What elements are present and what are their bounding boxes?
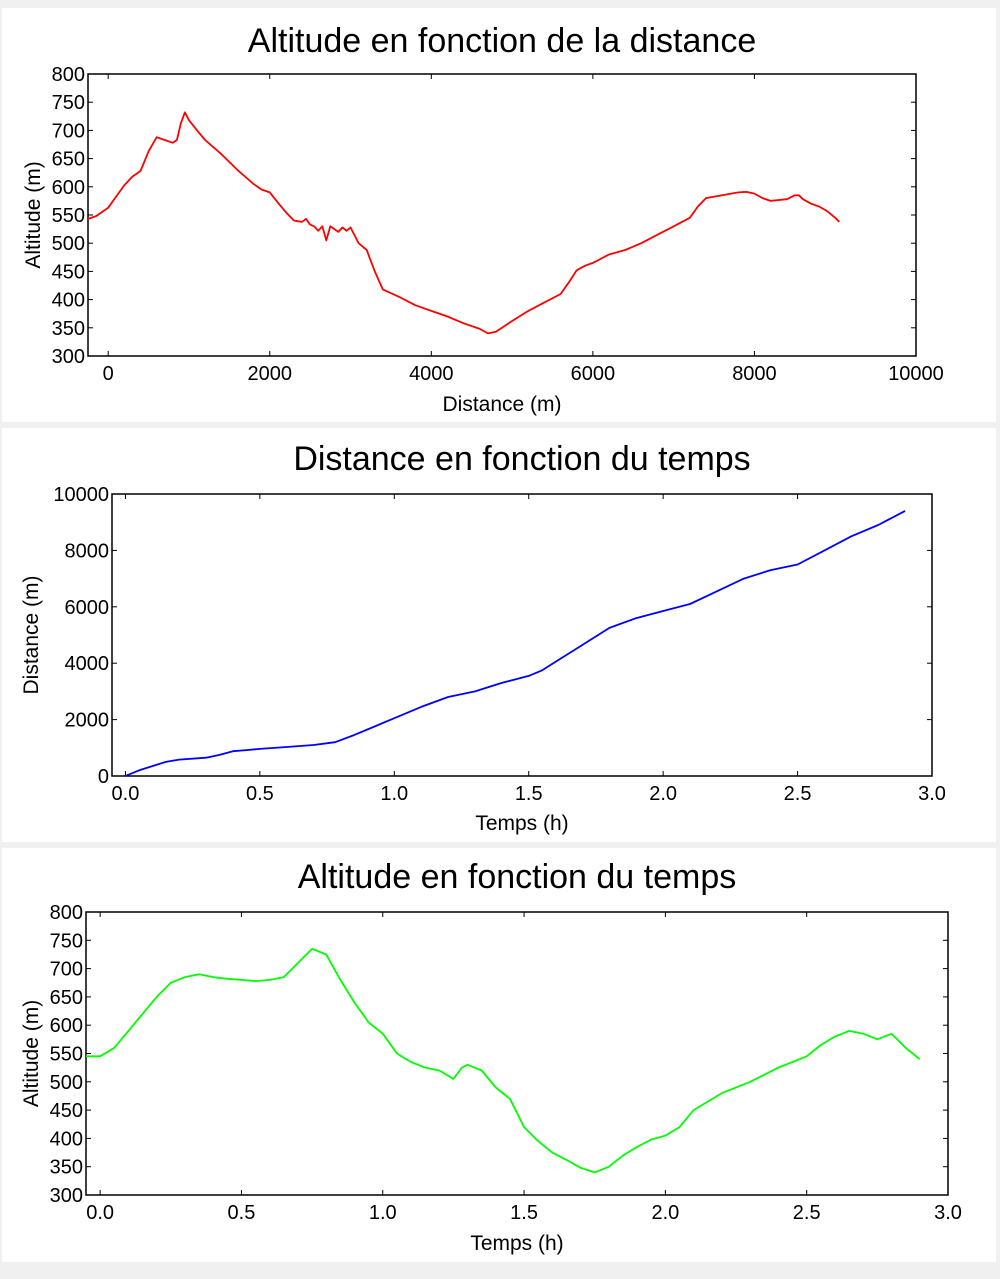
x-tick-label: 0.0: [111, 783, 140, 805]
y-tick-label: 700: [49, 958, 83, 981]
plot-frame: [88, 74, 916, 356]
y-tick-label: 400: [49, 1128, 83, 1151]
y-tick-label: 600: [51, 176, 85, 199]
x-tick-label: 0.5: [245, 783, 274, 805]
y-tick-label: 700: [51, 120, 85, 143]
y-tick-label: 10000: [53, 484, 109, 506]
x-tick-label: 2.0: [651, 1202, 680, 1224]
x-tick-label: 2.5: [783, 783, 812, 805]
y-tick-label: 800: [51, 64, 85, 86]
x-tick-label: 1.5: [514, 783, 543, 805]
y-tick-label: 8000: [64, 540, 109, 563]
series-line: [86, 949, 920, 1173]
x-axis-label: Temps (h): [470, 1232, 564, 1255]
x-tick-label: 0.5: [227, 1202, 256, 1224]
x-tick-label: 3.0: [918, 783, 946, 805]
y-tick-label: 350: [51, 317, 85, 340]
y-tick-label: 650: [51, 148, 85, 171]
x-tick-label: 2000: [247, 363, 293, 385]
x-tick-label: 2.5: [792, 1202, 821, 1224]
y-tick-label: 300: [49, 1185, 83, 1207]
y-tick-label: 300: [51, 346, 85, 368]
x-tick-label: 4000: [409, 363, 454, 385]
y-tick-label: 550: [49, 1043, 83, 1066]
y-tick-label: 600: [49, 1015, 83, 1038]
x-tick-label: 8000: [732, 363, 777, 385]
chart-panel-altitude-distance: [2, 8, 996, 422]
series-line: [88, 112, 839, 333]
x-tick-label: 10000: [888, 363, 944, 385]
y-tick-label: 6000: [64, 596, 109, 619]
chart-panel-altitude-time: [2, 848, 996, 1262]
x-tick-label: 3.0: [934, 1202, 962, 1224]
x-axis-label: Temps (h): [475, 812, 569, 835]
chart-distance-time: [2, 428, 996, 842]
x-axis-label: Distance (m): [442, 393, 562, 416]
x-tick-label: 6000: [570, 363, 616, 385]
y-tick-label: 750: [51, 92, 85, 115]
x-tick-label: 0: [102, 363, 114, 385]
x-tick-label: 1.0: [368, 1202, 397, 1224]
y-tick-label: 650: [49, 986, 83, 1009]
y-tick-label: 550: [51, 205, 85, 227]
y-tick-label: 4000: [64, 653, 109, 676]
plot-frame: [86, 912, 948, 1195]
chart-title: Altitude en fonction de la distance: [247, 22, 757, 60]
series-line: [125, 511, 905, 776]
x-tick-label: 0.0: [86, 1202, 115, 1224]
x-tick-label: 2.0: [649, 783, 678, 805]
chart-altitude-distance: [2, 8, 996, 422]
y-tick-label: 2000: [64, 709, 109, 732]
y-tick-label: 350: [49, 1156, 83, 1179]
chart-altitude-time: [2, 848, 996, 1262]
chart-title: Altitude en fonction du temps: [297, 858, 737, 896]
y-axis-label: Altitude (m): [22, 161, 45, 269]
y-tick-label: 0: [97, 766, 109, 788]
y-tick-label: 750: [49, 930, 83, 953]
y-tick-label: 500: [51, 233, 85, 256]
y-tick-label: 450: [51, 261, 85, 284]
y-tick-label: 800: [49, 902, 83, 924]
chart-title: Distance en fonction du temps: [293, 440, 751, 478]
y-tick-label: 500: [49, 1071, 83, 1094]
x-tick-label: 1.5: [510, 1202, 538, 1224]
x-tick-label: 1.0: [380, 783, 409, 805]
plot-frame: [112, 494, 932, 776]
y-axis-label: Distance (m): [20, 575, 43, 695]
y-axis-label: Altitude (m): [20, 999, 43, 1108]
chart-panel-distance-time: [2, 428, 996, 842]
y-tick-label: 400: [51, 289, 85, 312]
y-tick-label: 450: [49, 1100, 83, 1123]
